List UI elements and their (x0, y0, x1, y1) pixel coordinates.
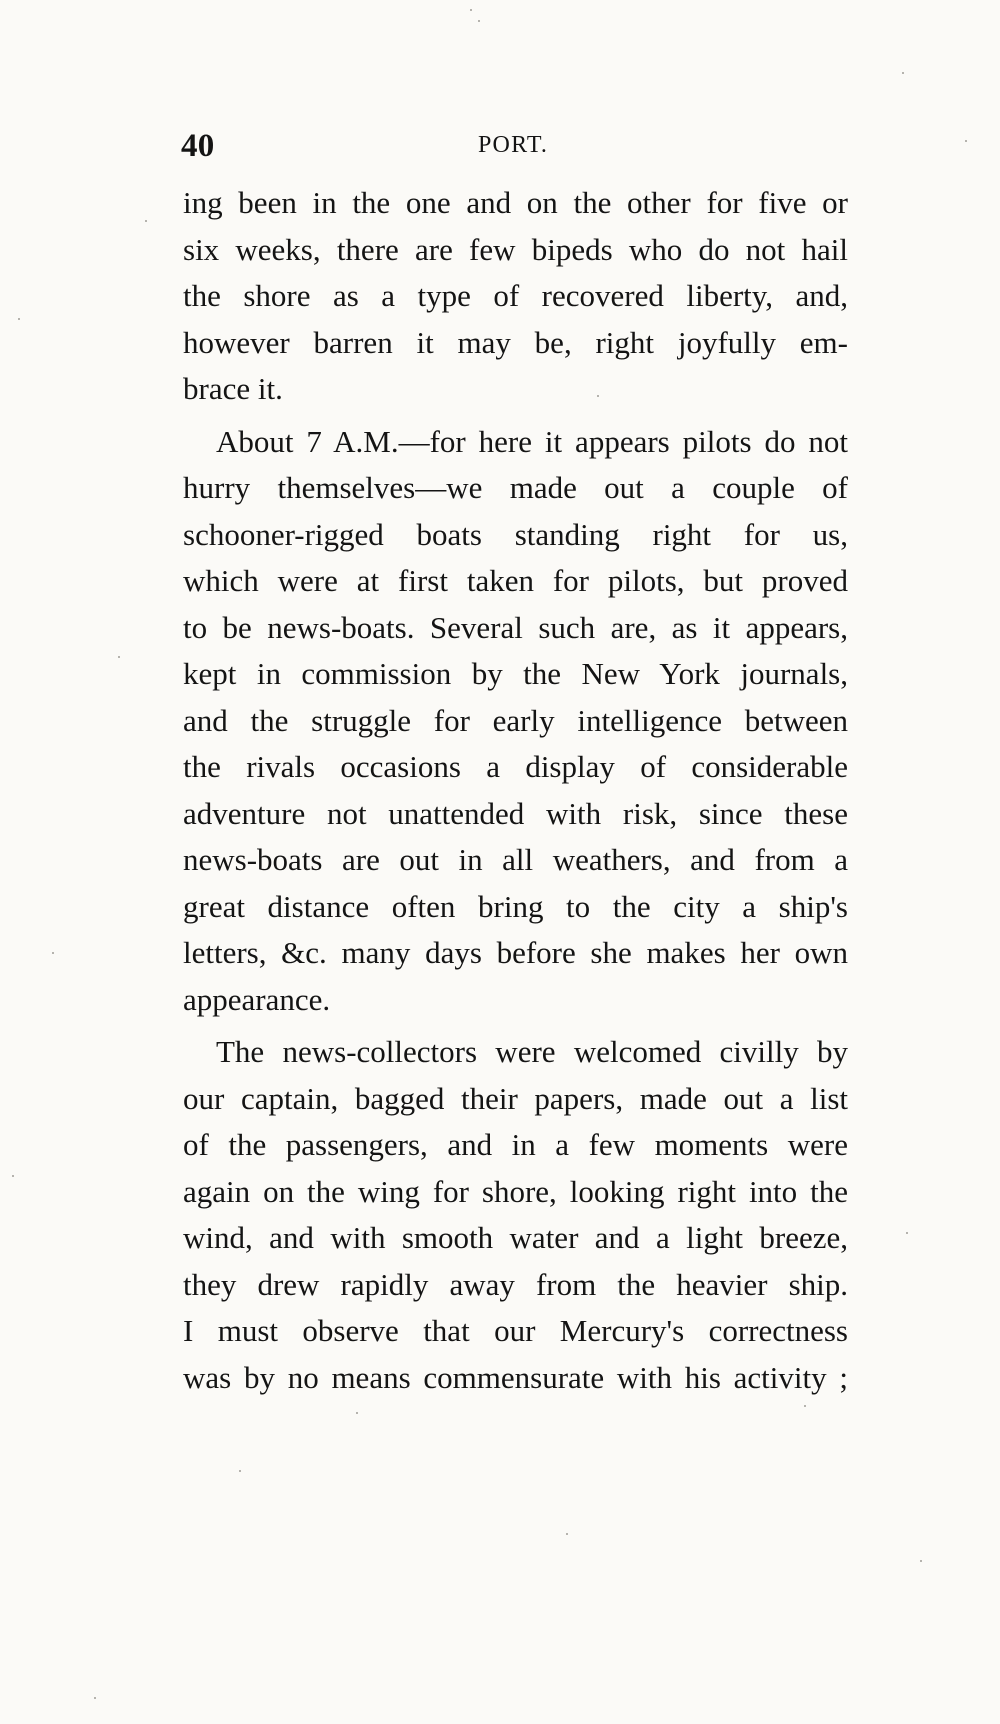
text-line: the rivals occasions a display of considerable (183, 749, 848, 784)
text-line: kept in commission by the New York journals, (183, 656, 848, 691)
text-line: The news-collectors were welcomed civilly by (216, 1034, 848, 1069)
paper-speck (52, 952, 54, 954)
text-line: of the passengers, and in a few moments were (183, 1127, 848, 1162)
paper-speck (94, 1697, 96, 1699)
paper-speck (902, 72, 904, 74)
text-line: the shore as a type of recovered liberty, and, (183, 278, 848, 313)
text-line: great distance often bring to the city a ship's (183, 888, 848, 924)
text-line: letters, &c. many days before she makes her own (183, 935, 848, 970)
paper-speck (118, 656, 120, 658)
paragraph-3 (183, 1029, 848, 1401)
paper-speck (804, 1405, 806, 1407)
paper-speck (145, 220, 147, 222)
text-line: was by no means commensurate with his activity ; (183, 1359, 848, 1395)
page-number: 40 (181, 128, 215, 164)
text-line: six weeks, there are few bipeds who do not hail (183, 231, 848, 267)
text-line: news-boats are out in all weathers, and from a (183, 842, 848, 877)
text-line: again on the wing for shore, looking right into the (183, 1173, 848, 1209)
text-line: I must observe that our Mercury's correctness (183, 1313, 848, 1348)
paragraph-1 (183, 180, 848, 413)
text-line: ing been in the one and on the other for five or (183, 185, 848, 220)
paper-speck (920, 1560, 922, 1562)
text-line: adventure not unattended with risk, since these (183, 795, 848, 831)
paper-speck (12, 1175, 14, 1177)
text-line: and the struggle for early intelligence between (183, 702, 848, 738)
text-line: our captain, bagged their papers, made out a list (183, 1080, 848, 1116)
text-line: wind, and with smooth water and a light breeze, (183, 1220, 848, 1255)
paper-speck (566, 1533, 568, 1535)
text-line: About 7 A.M.—for here it appears pilots do not (216, 423, 848, 459)
paper-speck (597, 395, 599, 397)
paragraph-2 (183, 419, 848, 1024)
text-line: however barren it may be, right joyfully em- (183, 324, 848, 360)
paper-speck (470, 9, 472, 11)
paper-speck (18, 318, 20, 320)
paper-speck (239, 1470, 241, 1472)
paper-speck (906, 1232, 908, 1234)
paper-speck (965, 140, 967, 142)
text-line: hurry themselves—we made out a couple of (183, 470, 848, 505)
body-text (183, 180, 848, 1401)
text-line: they drew rapidly away from the heavier ship. (183, 1266, 848, 1302)
running-head: PORT. (478, 132, 549, 158)
paper-speck (478, 20, 480, 22)
text-line: to be news-boats. Several such are, as it appears, (183, 609, 848, 645)
text-line: which were at first taken for pilots, but proved (183, 563, 848, 598)
text-line: brace it. (183, 371, 283, 406)
text-line: schooner-rigged boats standing right for us, (183, 516, 848, 552)
paper-speck (356, 1412, 358, 1414)
text-line: appearance. (183, 981, 331, 1017)
page-header (181, 128, 846, 168)
